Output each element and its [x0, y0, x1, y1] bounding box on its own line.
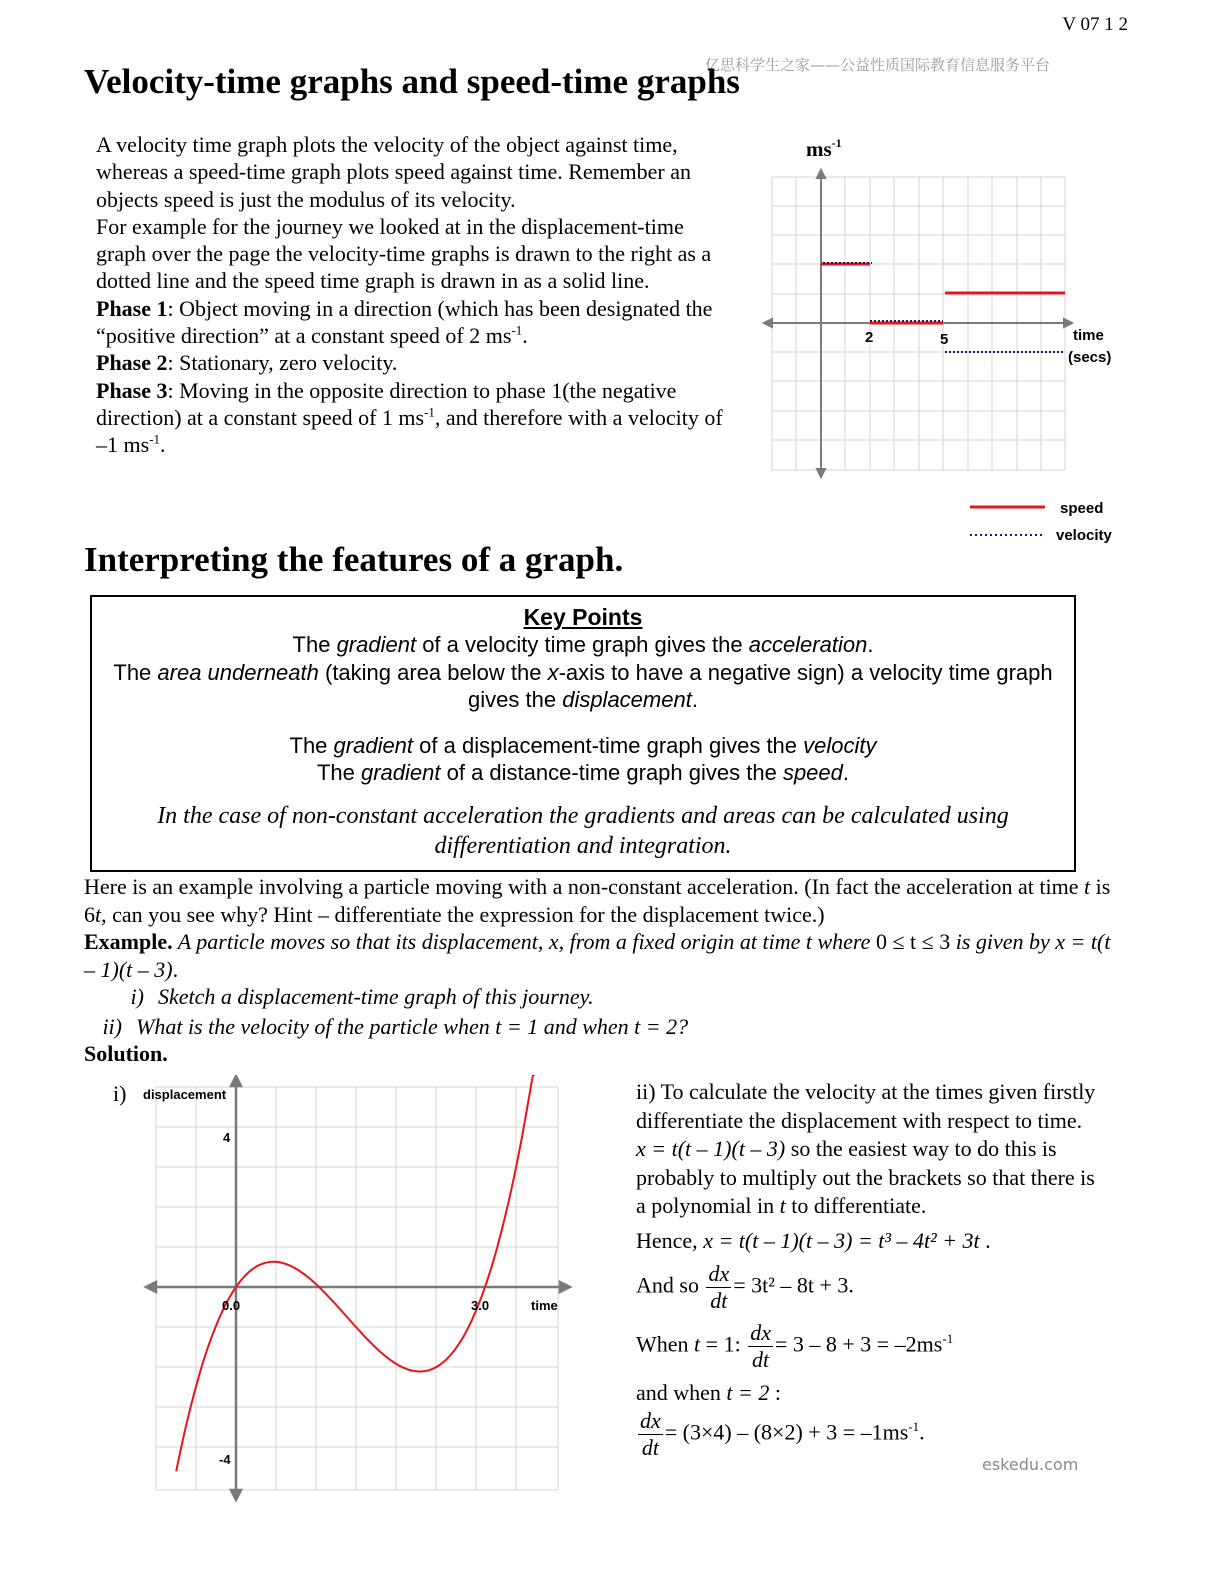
sol-ii-final: $\frac{dx}{dt}$ = $(3\times 4) - (8\times 2) + 3 = -1ms^{-1}$. [640, 1407, 925, 1460]
x-tick-5: 5 [940, 331, 949, 348]
x-axis-label-time: time [531, 1298, 558, 1313]
key-point-4: The gradient of a distance-time graph gives the speed. [316, 760, 850, 785]
phase-3-text-2: , and therefore with a velocity of –1 ms [96, 404, 723, 458]
intro-para-2: For example for the journey we looked at in the displacement-time graph over the page the velocity-time graphs is drawn to the right as a dotted line and the speed time graph is drawn in as a solid line. [96, 213, 712, 294]
example-intro: Here is an example involving a particle moving with a non-constant acceleration. (In fact the acceleration at time t is 6t, can you see why? Hint – differentiate the expression for the displacement twice.) [84, 874, 1111, 927]
phase-3 [96, 377, 736, 459]
sol-ii-intro: ii) To calculate the velocity at the times given firstly differentiate the displacement with respect to time. [636, 1079, 1096, 1133]
x-tick-0: 0.0 [222, 1298, 241, 1313]
sol-ii-hence: Hence, x = t(t – 1)(t – 3) = t³ – 4t² + 3t . [636, 1227, 991, 1253]
phase-3-sup-a: -1 [424, 404, 435, 420]
phase-1-period: . [522, 323, 528, 349]
x-axis-label-secs: (secs) [1068, 349, 1112, 366]
solution-part-i-label: i) [113, 1081, 127, 1106]
phase-3-period: . [160, 432, 166, 458]
phase-1-label: Phase 1 [96, 295, 168, 321]
question-2: ii) What is the velocity of the particle when t = 1 and when t = 2? [102, 1013, 689, 1039]
key-points-box [90, 595, 1076, 872]
graph-legend [965, 495, 1125, 550]
section-title-interpreting: Interpreting the features of a graph. [84, 540, 624, 579]
displacement-time-graph [100, 1075, 580, 1505]
phase-1 [96, 295, 736, 350]
key-point-2: The area underneath (taking area below the x-axis to have a negative sign) a velocity time graph gives the displacement. [113, 659, 1053, 712]
y-tick-4: 4 [223, 1130, 231, 1145]
intro-para-1: A velocity time graph plots the velocity of the object against time, whereas a speed-time graph plots speed against time. Remember an objects speed is just the modulus of its velocity. [96, 132, 692, 212]
x-axis-label-time: time [1073, 327, 1104, 344]
eskedu-watermark: eskedu.com [982, 1455, 1079, 1474]
velocity-time-graph [760, 130, 1120, 480]
x-tick-2: 2 [865, 329, 874, 346]
page-code: V 07 1 2 [1062, 14, 1128, 35]
section-title-velocity-speed: Velocity-time graphs and speed-time graphs [84, 62, 740, 101]
y-tick-minus-4: -4 [219, 1452, 231, 1467]
y-axis-label-displacement: displacement [143, 1087, 227, 1102]
sol-ii-and-when-t2: and when t = 2 : [636, 1380, 782, 1405]
question-1: i) Sketch a displacement-time graph of this journey. [130, 984, 594, 1009]
watermark: 亿思科学生之家——公益性质国际教育信息服务平台 [705, 56, 1051, 74]
legend-speed-label: speed [1060, 500, 1104, 517]
disp-grid [156, 1087, 558, 1490]
phase-3-sup-b: -1 [149, 431, 161, 447]
example-statement: Example. A particle moves so that its displacement, x, from a fixed origin at time t where 0 ≤ t ≤ 3 is given by x = t(t – 1)(t – 3). [84, 929, 1111, 982]
phase-1-text: : Object moving in a direction (which has been designated the “positive direction” at a constant speed of 2 ms [96, 295, 713, 349]
sol-ii-derivative: And so $\frac{dx}{dt}$ = 3t² – 8t + 3. [636, 1261, 854, 1313]
phase-3-label: Phase 3 [96, 377, 168, 403]
phase-2-text: : Stationary, zero velocity. [167, 350, 398, 376]
key-point-1: The gradient of a velocity time graph gives the acceleration. [292, 632, 874, 657]
solution-label: Solution. [84, 1041, 168, 1066]
example-section [84, 873, 1124, 1068]
phase-2 [96, 349, 736, 376]
phase-3-text: : Moving in the opposite direction to phase 1(the negative direction) at a constant speed of 1 ms [96, 377, 677, 430]
x-tick-3: 3.0 [471, 1298, 490, 1313]
phase-1-sup: -1 [511, 322, 523, 338]
sol-ii-expand: x = t(t – 1)(t – 3) so the easiest way to do this is probably to multiply out the brackets so that there is a polynomial in t to differentiate. [636, 1136, 1095, 1218]
key-points-note: In the case of non-constant acceleration the gradients and areas can be calculated using differentiation and integration. [157, 802, 1009, 859]
key-points-title: Key Points [523, 604, 643, 630]
y-unit-label: $ms^{-1}$ [806, 136, 842, 161]
solution-part-ii [636, 1078, 1106, 1461]
disp-axes [146, 1076, 570, 1500]
legend-velocity-label: velocity [1056, 527, 1112, 544]
sol-ii-when-t1: When t = 1: $\frac{dx}{dt}$ = $3 - 8 + 3 = -2ms^{-1}$ [636, 1320, 954, 1372]
phase-2-label: Phase 2 [96, 350, 168, 376]
intro-text [96, 131, 736, 459]
key-point-3: The gradient of a displacement-time graph gives the velocity [289, 732, 877, 758]
